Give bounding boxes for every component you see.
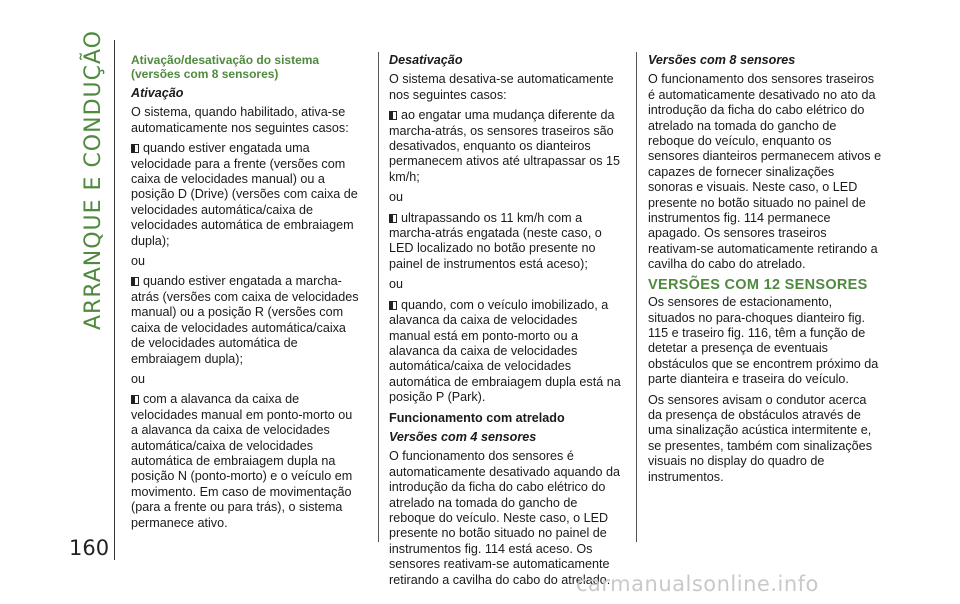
bullet-icon — [389, 111, 397, 120]
subheading: Desativação — [389, 53, 463, 67]
bullet-icon — [131, 277, 139, 286]
bullet-item — [131, 141, 359, 249]
sidebar-rule — [114, 40, 115, 560]
bullet-icon — [389, 214, 397, 223]
paragraph: O funcionamento dos sensores é automaticamente desativado aquando da introdução da ficha do cabo elétrico do atrelado na tomada do gancho de reboque do veículo. Neste caso, o LED presente no botão situado no painel de instrumentos fig. 114 está aceso. Os sensores reativam-se automaticamente retirando a cavilha do cabo do atrelado. — [389, 449, 621, 587]
bullet-text: com a alavanca da caixa de velocidades manual em ponto-morto ou a alavanca da caixa de velocidades automática/caixa de velocidades automática de embraiagem dupla na posição N (ponto-morto) e o veículo em movimento. Em caso de movimentação (para a frente ou para trás), o sistema permanece ativo. — [131, 392, 353, 530]
column-divider — [378, 52, 379, 542]
or-text: ou — [389, 277, 404, 292]
or-text: ou — [389, 190, 404, 205]
section-heading: Funcionamento com atrelado — [389, 410, 565, 425]
column-divider — [636, 52, 637, 542]
bullet-text: quando estiver engatada a marcha-atrás (versões com caixa de velocidades manual) ou a posição R (versões com caixa de velocidades automática/caixa de velocidades automática de embraiagem dupla); — [131, 274, 359, 366]
or-text: ou — [131, 371, 146, 386]
chapter-title: ARRANQUE E CONDUÇÃO — [81, 30, 106, 330]
column-3 — [648, 53, 882, 490]
paragraph: O sistema desativa-se automaticamente nos seguintes casos: — [389, 72, 614, 102]
bullet-icon — [131, 144, 139, 153]
bullet-item — [389, 298, 621, 406]
subheading: Ativação — [131, 86, 184, 100]
section-heading: Ativação/desativação do sistema (versões com 8 sensores) — [131, 53, 320, 81]
column-1 — [131, 53, 359, 536]
watermark: carmanualsonline.info — [576, 572, 819, 596]
bullet-icon — [131, 395, 139, 404]
bullet-item — [389, 108, 621, 185]
column-2 — [389, 53, 621, 593]
subheading: Versões com 8 sensores — [648, 53, 796, 67]
paragraph: Os sensores avisam o condutor acerca da presença de obstáculos através de uma sinalização acústica intermitente e, se presentes, também com sinalizações visuais no display do quadro de instrumentos. — [648, 392, 872, 484]
bullet-item — [131, 392, 359, 531]
bullet-text: ao engatar uma mudança diferente da marcha-atrás, os sensores traseiros são desativados, enquanto os dianteiros permanecem ativos até ultrapassar os 15 km/h; — [389, 108, 621, 184]
bullet-text: ultrapassando os 11 km/h com a marcha-atrás engatada (neste caso, o LED localizado no botão presente no painel de instrumentos está aceso); — [389, 210, 602, 271]
paragraph: O sistema, quando habilitado, ativa-se automaticamente nos seguintes casos: — [131, 105, 349, 135]
paragraph: O funcionamento dos sensores traseiros é automaticamente desativado no ato da introdução da ficha do cabo elétrico do atrelado na tomada do gancho de reboque do veículo, enquanto os sensores dianteiros permanecem ativos e capazes de fornecer sinalizações sonoras e visuais. Neste caso, o LED presente no botão situado no painel de instrumentos fig. 114 permanece apagado. Os sensores traseiros reativam-se automaticamente retirando a cavilha do cabo do atrelado. — [648, 72, 882, 272]
section-heading: VERSÕES COM 12 SENSORES — [648, 276, 868, 293]
bullet-text: quando, com o veículo imobilizado, a alavanca da caixa de velocidades manual está em ponto-morto ou a alavanca da caixa de velocidades automática/caixa de velocidades automática de embraiagem dupla está na posição P (Park). — [389, 297, 621, 405]
or-text: ou — [131, 254, 146, 269]
paragraph: Os sensores de estacionamento, situados no para-choques dianteiro fig. 115 e traseiro fig. 116, têm a função de detetar a presença de eventuais obstáculos que se encontrem próximo da parte dianteira e traseira do veículo. — [648, 295, 879, 387]
bullet-text: quando estiver engatada uma velocidade para a frente (versões com caixa de velocidades manual) ou a posição D (Drive) (versões com caixa de velocidades automática/caixa de velocidades automática de embraiagem dupla); — [131, 141, 358, 248]
subheading: Versões com 4 sensores — [389, 429, 537, 444]
bullet-item — [389, 211, 621, 273]
bullet-icon — [389, 301, 397, 310]
bullet-item — [131, 274, 359, 366]
page-number: 160 — [69, 536, 110, 560]
